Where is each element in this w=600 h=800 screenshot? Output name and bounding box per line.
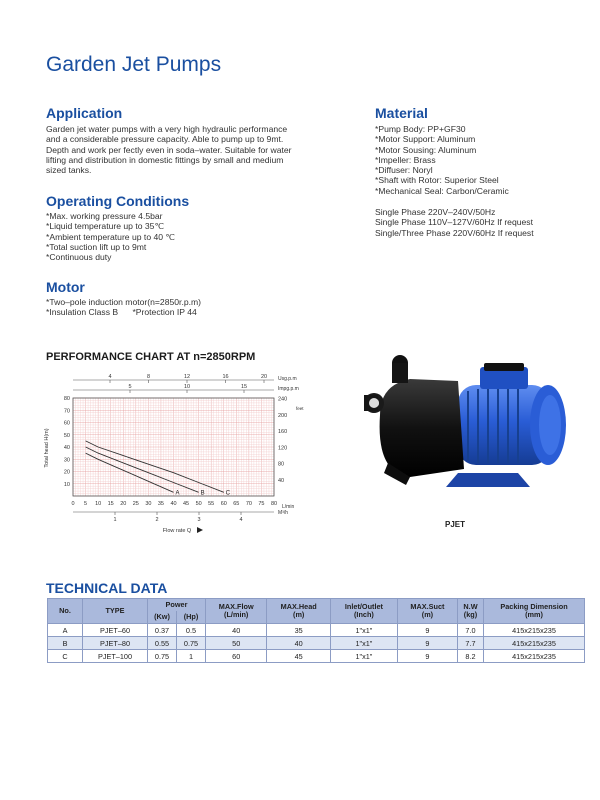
- operating-line: *Ambient temperature up to 40 ℃: [46, 231, 176, 242]
- bottom-m3h-tick-label: 3: [197, 517, 201, 523]
- top-impg-tick-label: 5: [128, 384, 132, 390]
- right-tick-label: 120: [278, 445, 288, 452]
- x-tick-label: 25: [132, 501, 139, 507]
- header-no: No.: [48, 599, 83, 624]
- power-line: Single Phase 220V–240V/50Hz: [375, 207, 496, 217]
- top-usg-tick-label: 12: [183, 374, 191, 380]
- application-line: Garden jet water pumps with a very high hydraulic performance: [46, 124, 288, 134]
- motor-text: [46, 297, 201, 318]
- chart-title: PERFORMANCE CHART AT n=2850RPM: [46, 351, 256, 363]
- x-axis-title: Flow rate Q: [162, 528, 192, 534]
- top-usg-tick-label: 8: [146, 374, 151, 380]
- material-line: *Mechanical Seal: Carbon/Ceramic: [375, 185, 509, 196]
- cell: 9: [397, 624, 457, 637]
- material-line: *Shaft with Rotor: Superior Steel: [375, 175, 499, 186]
- operating-line: *Max. working pressure 4.5bar: [46, 211, 163, 221]
- x-tick-label: 70: [245, 501, 252, 507]
- x-tick-label: 30: [145, 501, 152, 507]
- curve-b: [86, 447, 199, 492]
- x-tick-label: 5: [84, 501, 88, 507]
- cell: PJET–60: [83, 624, 148, 637]
- material-line: *Motor Support: Aluminum: [375, 134, 476, 145]
- header-inlet: [330, 599, 397, 624]
- cell: 50: [206, 637, 267, 650]
- y-tick-label: 40: [63, 445, 70, 451]
- header-maxsuct-label: MAX.Suct: [410, 601, 445, 611]
- application-line: Depth and work per fectly even in soda–water. Suitable for water: [46, 144, 292, 155]
- cell: 7.7: [457, 637, 483, 650]
- y-axis-title: Total head H(m): [44, 428, 50, 468]
- cell: 1"x1": [330, 637, 397, 650]
- bottom-m3h-tick-label: 2: [155, 517, 159, 523]
- cell: 0.5: [177, 624, 206, 637]
- cell: A: [48, 624, 83, 637]
- x-tick-label: 10: [95, 501, 102, 507]
- y-tick-label: 60: [63, 420, 70, 427]
- x-tick-label: 40: [170, 501, 177, 507]
- pump-caption: PJET: [445, 520, 466, 529]
- top-usg-tick-label: 4: [108, 374, 112, 380]
- cell: 60: [206, 650, 267, 663]
- x-axis-arrow: [197, 527, 203, 533]
- performance-chart: [40, 368, 340, 548]
- top-usg-tick-label: 16: [222, 374, 229, 380]
- top-impg-tick-label: 15: [240, 384, 248, 390]
- x-unit-label: L/min: [282, 504, 295, 510]
- header-maxhead: [267, 599, 331, 624]
- y-tick-label: 20: [63, 469, 70, 476]
- cell: 9: [397, 637, 457, 650]
- curve-a: [86, 453, 174, 492]
- right-tick-label: 160: [278, 429, 288, 436]
- bottom-unit-label: M³/h: [278, 510, 288, 516]
- page-title: Garden Jet Pumps: [46, 53, 222, 76]
- x-tick-label: 55: [208, 501, 215, 507]
- cell: 40: [267, 637, 331, 650]
- y-tick-label: 30: [63, 457, 70, 464]
- x-tick-label: 45: [183, 501, 190, 507]
- cell: 1"x1": [330, 624, 397, 637]
- pump-image: [340, 345, 580, 515]
- header-packing-label: Packing Dimension: [500, 601, 568, 611]
- cell: 35: [267, 624, 331, 637]
- x-tick-label: 15: [107, 501, 114, 507]
- application-line: lifting and distribution in domestic fittings by small and medium: [46, 154, 284, 165]
- header-nw: [457, 599, 483, 624]
- header-packing-unit: (mm): [525, 610, 543, 619]
- cell: 45: [267, 650, 331, 663]
- application-line: sized tanks.: [46, 165, 92, 176]
- power-line: Single Phase 110V–127V/60Hz If request: [375, 217, 533, 228]
- material-line: *Diffuser: Noryl: [375, 165, 433, 176]
- top-impg-tick-label: 10: [183, 384, 191, 390]
- x-tick-label: 60: [220, 501, 227, 507]
- series-label: A: [175, 490, 180, 497]
- y-tick-label: 70: [63, 408, 70, 415]
- header-nw-label: N.W: [463, 601, 478, 611]
- top-unit-usg: Usg.p.m: [278, 376, 297, 382]
- technical-data-table: [47, 598, 585, 663]
- series-label: C: [225, 490, 231, 497]
- x-tick-label: 80: [270, 501, 278, 507]
- header-maxhead-label: MAX.Head: [280, 601, 317, 611]
- cell: 1: [177, 650, 206, 663]
- x-tick-label: 75: [258, 501, 265, 507]
- header-power: Power: [148, 599, 206, 612]
- header-packing: [484, 599, 585, 624]
- cell: 1"x1": [330, 650, 397, 663]
- top-usg-tick-label: 20: [260, 374, 268, 380]
- header-maxhead-unit: (m): [293, 610, 305, 619]
- header-maxsuct: [397, 599, 457, 624]
- right-tick-label: 80: [278, 461, 285, 468]
- table-header-row: [48, 599, 585, 612]
- power-line: Single/Three Phase 220V/60Hz If request: [375, 227, 534, 238]
- cell: 40: [206, 624, 267, 637]
- operating-line: *Liquid temperature up to 35℃: [46, 221, 165, 232]
- technical-data-title: TECHNICAL DATA: [46, 580, 168, 596]
- top-unit-impg: Impg.p.m: [278, 386, 299, 392]
- application-line: and a considerable pressure capacity. Able to pump up to 9mt.: [46, 134, 284, 145]
- power-supply-text: [375, 207, 534, 238]
- header-maxflow-unit: (L/min): [224, 610, 249, 619]
- series-label: B: [200, 490, 205, 497]
- operating-line: *Total suction lift up to 9mt: [46, 241, 147, 252]
- cell: 415x215x235: [484, 650, 585, 663]
- right-tick-label: 240: [278, 396, 288, 403]
- application-heading: Application: [46, 105, 123, 121]
- right-unit-label: feet: [296, 406, 304, 411]
- cell: 7.0: [457, 624, 483, 637]
- y-tick-label: 50: [63, 432, 70, 439]
- header-maxflow: [206, 599, 267, 624]
- motor-line: *Two–pole induction motor(n=2850r.p.m): [46, 297, 202, 307]
- header-maxflow-label: MAX.Flow: [218, 601, 254, 611]
- table-row: [48, 637, 585, 650]
- header-inlet-label: Inlet/Outlet: [344, 601, 383, 611]
- y-tick-label: 80: [63, 396, 70, 402]
- cell: B: [48, 637, 83, 650]
- header-inlet-unit: (Inch): [354, 610, 374, 619]
- x-tick-label: 0: [71, 501, 75, 507]
- x-tick-label: 20: [120, 501, 127, 507]
- cell: 415x215x235: [484, 637, 585, 650]
- motor-heading: Motor: [46, 279, 85, 295]
- table-row: [48, 650, 585, 663]
- cell: C: [48, 650, 83, 663]
- header-type: TYPE: [83, 599, 148, 624]
- material-line: *Pump Body: PP+GF30: [375, 124, 466, 134]
- material-text: [375, 124, 509, 196]
- operating-text: [46, 211, 175, 262]
- cell: 0.55: [148, 637, 177, 650]
- header-kw: (Kw): [148, 611, 177, 624]
- y-tick-label: 10: [63, 481, 70, 488]
- cell: 8.2: [457, 650, 483, 663]
- bottom-m3h-tick-label: 1: [113, 517, 117, 523]
- header-maxsuct-unit: (m): [421, 610, 434, 619]
- cell: 0.37: [148, 624, 177, 637]
- x-tick-label: 65: [233, 501, 240, 507]
- cell: 0.75: [177, 637, 206, 650]
- cell: 415x215x235: [484, 624, 585, 637]
- header-nw-unit: (kg): [463, 610, 478, 619]
- cell: 9: [397, 650, 457, 663]
- application-text: [46, 124, 292, 175]
- x-tick-label: 35: [157, 501, 164, 507]
- material-heading: Material: [375, 105, 428, 121]
- x-tick-label: 50: [195, 501, 202, 507]
- cell: 0.75: [148, 650, 177, 663]
- motor-line: *Insulation Class B *Protection IP 44: [46, 307, 197, 318]
- cell: PJET–80: [83, 637, 148, 650]
- header-hp: (Hp): [177, 611, 206, 624]
- table-row: [48, 624, 585, 637]
- operating-line: *Continuous duty: [46, 252, 112, 263]
- cell: PJET–100: [83, 650, 148, 663]
- bottom-m3h-tick-label: 4: [239, 517, 243, 523]
- operating-heading: Operating Conditions: [46, 193, 190, 209]
- material-line: *Motor Sousing: Aluminum: [375, 144, 477, 155]
- right-tick-label: 40: [278, 478, 285, 484]
- material-line: *Impeller: Brass: [375, 154, 436, 165]
- right-tick-label: 200: [278, 412, 288, 419]
